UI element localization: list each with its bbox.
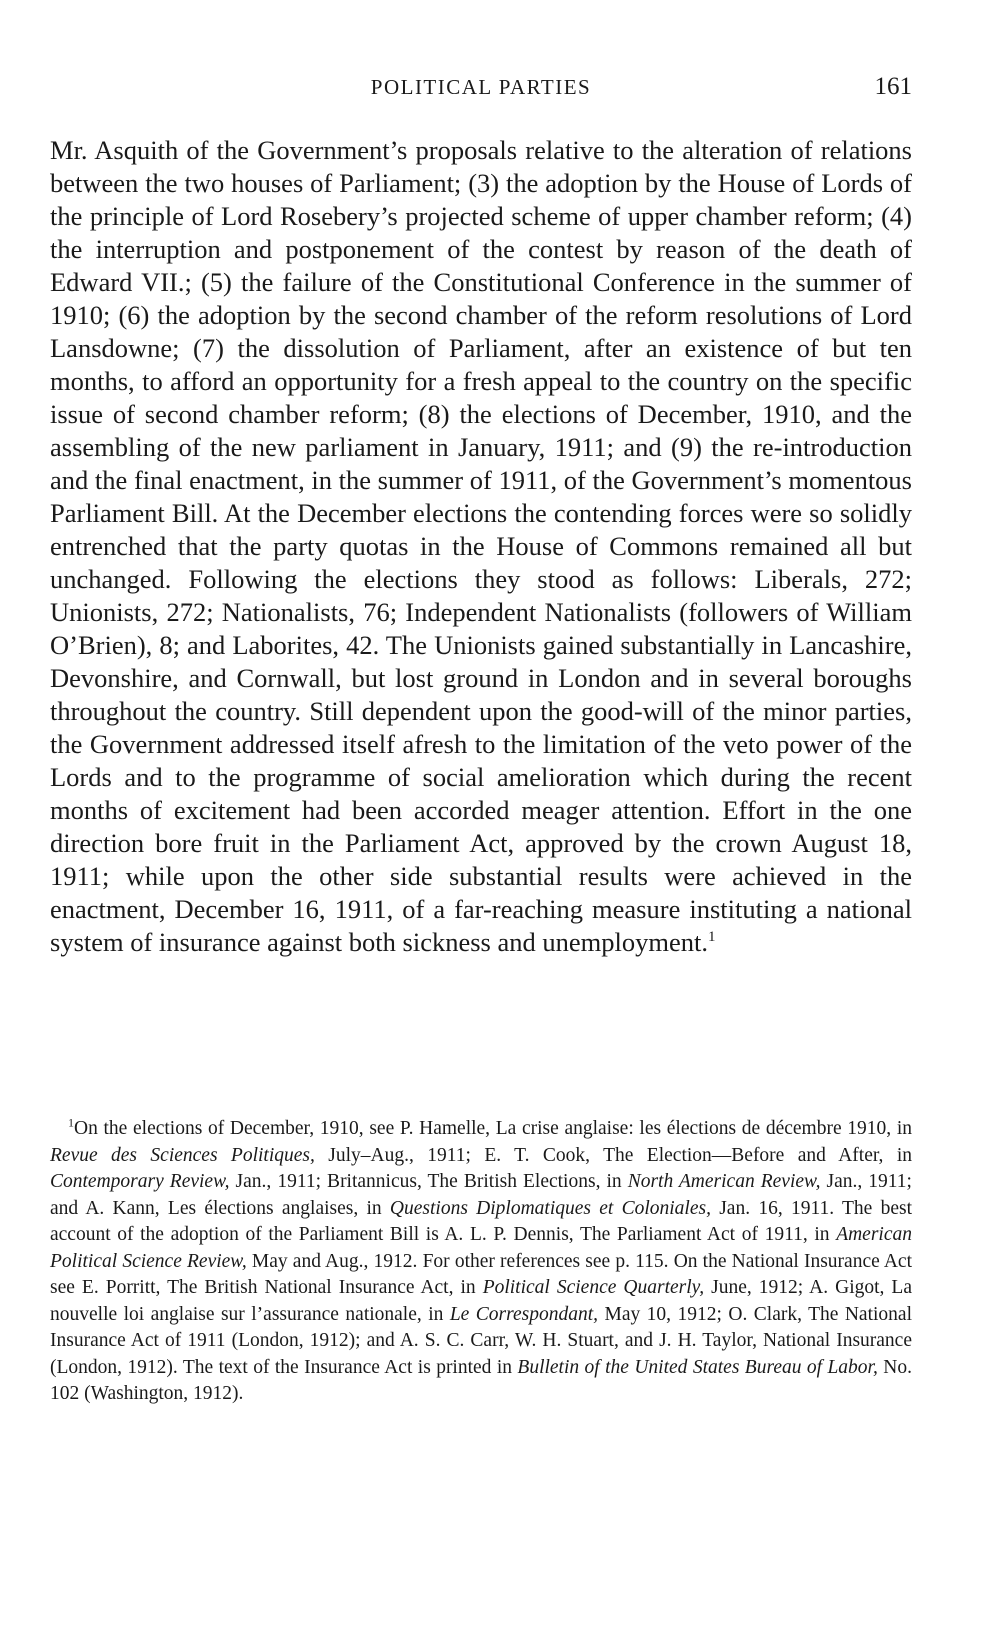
footnote-text: June, 1912; A. Gigot, La nouvelle loi anglaise sur l’assurance nationale, in: [50, 1277, 912, 1325]
footnote-citation-title: Contemporary Review,: [50, 1171, 230, 1192]
footnote-text: May and Aug., 1912. For other references see p. 115. On the National Insurance Act see E. Porritt, The British National Insurance Act, in: [50, 1250, 912, 1298]
footnote-mark: 1: [68, 1115, 74, 1130]
footnote-citation-title: Bulletin of the United States Bureau of Labor,: [517, 1356, 878, 1378]
page-number: 161: [874, 73, 912, 100]
footnote-citation-title: American Political Science Review,: [50, 1224, 912, 1272]
book-page: [50, 0, 912, 1632]
footnote-reference[interactable]: 1: [707, 929, 716, 946]
footnote-text: Jan., 1911; and A. Kann, Les élections anglaises, in: [50, 1171, 912, 1219]
footnote-text: July–Aug., 1911; E. T. Cook, The Election—Before and After, in: [314, 1144, 912, 1166]
footnote-text: Jan. 16, 1911. The best account of the adoption of the Parliament Bill is A. L. P. Dennis, The Parliament Act of 1911, in: [50, 1197, 912, 1245]
footnote-citation-title: North American Review,: [627, 1171, 821, 1192]
footnote: [50, 1116, 912, 1408]
footnote-citation-title: Questions Diplomatiques et Coloniales,: [389, 1197, 711, 1219]
body-paragraph: [50, 134, 912, 959]
footnote-citation-title: Revue des Sciences Politiques,: [50, 1144, 315, 1166]
footnote-text: On the elections of December, 1910, see P. Hamelle, La crise anglaise: les élections de décembre 1910, in: [74, 1118, 912, 1139]
footnote-text: Jan., 1911; Britannicus, The British Elections, in: [229, 1171, 628, 1192]
running-title: POLITICAL PARTIES: [370, 75, 592, 99]
footnote-citation-title: Le Correspondant,: [449, 1303, 599, 1325]
running-head: [50, 70, 912, 104]
footnote-citation-title: Political Science Quarterly,: [482, 1277, 705, 1298]
footnote-text: No. 102 (Washington, 1912).: [50, 1356, 912, 1404]
body-paragraph-text: Mr. Asquith of the Government’s proposals relative to the alteration of relations between the two houses of Parliament; (3) the adoption by the House of Lords of the principle of Lord Rosebery’s projected scheme of upper chamber reform; (4) the interruption and postponement of the contest by reason of the death of Edward VII.; (5) the failure of the Constitutional Conference in the summer of 1910; (6) the adoption by the second chamber of the reform resolutions of Lord Lansdowne; (7) the dissolution of Parliament, after an existence of but ten months, to afford an opportunity for a fresh appeal to the country on the specific issue of second chamber reform; (8) the elections of December, 1910, and the assembling of the new parliament in January, 1911; and (9) the re-introduction and the final enactment, in the summer of 1911, of the Government’s momentous Parliament Bill. At the December elections the contending forces were so solidly entrenched that the party quotas in the House of Commons remained all but unchanged. Following the elections they stood as follows: Liberals, 272; Unionists, 272; Nationalists, 76; Independent Nationalists (followers of William O’Brien), 8; and Laborites, 42. The Unionists gained substantially in Lancashire, Devonshire, and Cornwall, but lost ground in London and in several boroughs throughout the country. Still dependent upon the good-will of the minor parties, the Government addressed itself afresh to the limitation of the veto power of the Lords and to the programme of social amelioration which during the recent months of excitement had been accorded meager attention. Effort in the one direction bore fruit in the Parliament Act, approved by the crown August 18, 1911; while upon the other side substantial results were achieved in the enactment, December 16, 1911, of a far-reaching measure instituting a national system of insurance against both sickness and unemployment.: [50, 135, 912, 957]
footnote-text: May 10, 1912; O. Clark, The National Insurance Act of 1911 (London, 1912); and A. S. C. Carr, W. H. Stuart, and J. H. Taylor, National Insurance (London, 1912). The text of the Insurance Act is printed in: [50, 1303, 912, 1378]
